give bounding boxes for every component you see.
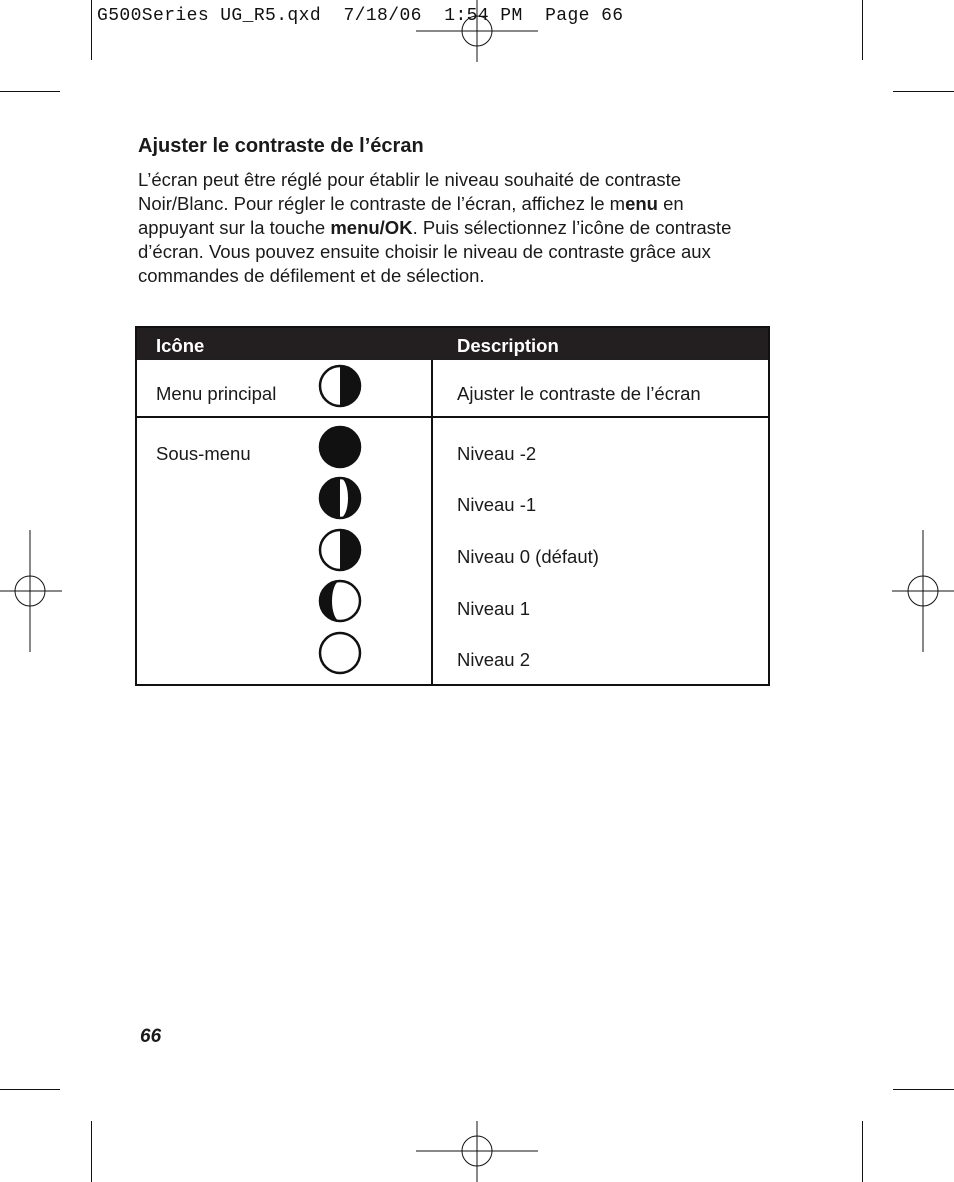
crop-mark: [862, 0, 863, 60]
column-divider: [431, 360, 433, 686]
crop-mark: [91, 0, 92, 60]
registration-mark: [892, 530, 954, 652]
row-divider: [137, 416, 768, 418]
contrast-empty-icon: [318, 631, 362, 675]
contrast-half-icon: [318, 364, 362, 408]
level-label: Niveau -1: [457, 494, 537, 515]
paragraph-text: . Puis sélectionnez l’icône de contraste d’écran. Vous pouvez ensuite choisir le niveau de contraste grâce aux commandes de défilement et de sélection.: [138, 217, 732, 286]
contrast-full-dark-icon: [318, 425, 362, 469]
crop-mark: [0, 91, 60, 92]
registration-mark: [416, 1121, 538, 1182]
level-label: Niveau -2: [457, 443, 537, 464]
header-description: Description: [457, 335, 559, 356]
page-number: 66: [140, 1026, 162, 1047]
main-menu-description: Ajuster le contraste de l’écran: [457, 383, 701, 404]
registration-mark: [0, 530, 62, 652]
body-paragraph: [138, 168, 758, 288]
print-slug: G500Series UG_R5.qxd 7/18/06 1:54 PM Page 66: [97, 6, 624, 26]
paragraph-bold-text: enu: [625, 193, 658, 214]
contrast-quarter-dark-icon: [318, 579, 362, 623]
section-heading: Ajuster le contraste de l’écran: [138, 135, 424, 157]
submenu-label: Sous-menu: [156, 443, 251, 464]
level-label: Niveau 2: [457, 649, 531, 670]
contrast-table: [135, 326, 770, 686]
paragraph-bold-text: menu/OK: [330, 217, 413, 238]
paragraph-text: L’écran peut être réglé pour établir le niveau souhaité de contraste Noir/Blanc. Pour régler le contraste de l’écran, affichez le m: [138, 169, 682, 214]
crop-mark: [893, 91, 954, 92]
crop-mark: [893, 1089, 954, 1090]
level-label: Niveau 1: [457, 598, 531, 619]
main-menu-label: Menu principal: [156, 383, 277, 404]
contrast-three-quarter-dark-icon: [318, 476, 362, 520]
table-header: [137, 328, 768, 360]
crop-mark: [91, 1121, 92, 1182]
header-icon: Icône: [156, 335, 205, 356]
level-label: Niveau 0 (défaut): [457, 546, 599, 567]
crop-mark: [0, 1089, 60, 1090]
registration-mark: [416, 0, 538, 62]
crop-mark: [862, 1121, 863, 1182]
contrast-half-icon: [318, 528, 362, 572]
paragraph-text: en appuyant sur la touche: [138, 193, 684, 238]
